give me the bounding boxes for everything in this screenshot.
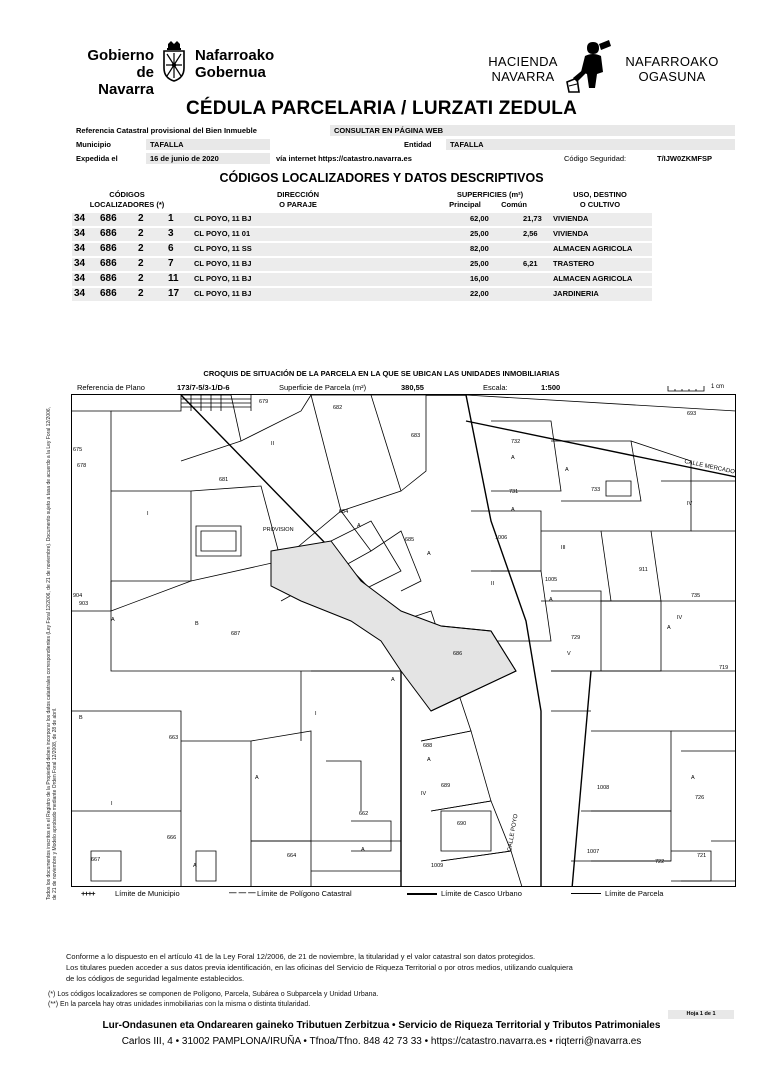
col-header-superficies: [440, 190, 540, 200]
sup-principal: 25,00: [470, 259, 489, 268]
direccion: CL POYO, 11 BJ: [194, 274, 252, 283]
mark-i: I: [315, 711, 317, 717]
code-poligono: 34: [74, 228, 86, 239]
parcel-label-693: 693: [687, 411, 697, 417]
mark-iv: IV: [421, 791, 427, 797]
ref-label: Referencia Catastral provisional del Bien Inmueble: [76, 126, 257, 135]
mark-a: A: [667, 625, 671, 631]
uso-destino: JARDINERIA: [553, 289, 599, 298]
expedida-label: Expedida el: [76, 154, 118, 163]
legend-parcela-line-icon: [571, 893, 601, 895]
code-unidad: 6: [168, 243, 174, 254]
uso-destino: VIVIENDA: [553, 229, 589, 238]
page-counter: Hoja 1 de 1: [668, 1010, 734, 1019]
mark-v: V: [567, 651, 571, 657]
mark-a: A: [511, 455, 515, 461]
parcel-label-666: 666: [167, 835, 177, 841]
parcel-label-903: 903: [79, 601, 89, 607]
parcel-label-664: 664: [287, 853, 297, 859]
h-cultivo: O CULTIVO: [579, 200, 621, 209]
code-subarea: 2: [138, 243, 144, 254]
h-principal: Principal: [449, 200, 481, 209]
note-line-3: de los códigos de seguridad legalmente establecidos.: [66, 974, 245, 983]
municipio-value: TAFALLA: [150, 140, 184, 149]
col-header-uso: [553, 190, 647, 210]
entidad-bar: [446, 139, 735, 150]
code-parcela: 686: [100, 273, 117, 284]
footer-service-name: Lur-Ondasunen eta Ondarearen gaineko Tributuen Zerbitzua • Servicio de Riqueza Territorial y Tributos Patrimoniales: [102, 1020, 661, 1031]
code-poligono: 34: [74, 273, 86, 284]
code-poligono: 34: [74, 243, 86, 254]
entidad-value: TAFALLA: [450, 140, 484, 149]
sup-principal: 16,00: [470, 274, 489, 283]
code-poligono: 34: [74, 258, 86, 269]
side-legal-note: Todos los documentos inscritos en el Registro de la Propiedad deben incorporar los datos catastrales correspondientes (Ley Foral 12/2006, de 21 de noviembre). Documento sujeto a tasa de acuerdo a la Ley Foral 12/2006, de 21 de noviembre y Modelo aprobado mediante Orden Foral 12/2008, de 28 de abril.: [46, 406, 58, 900]
ref-value: CONSULTAR EN PÁGINA WEB: [334, 126, 444, 135]
map-legend: [71, 886, 736, 900]
uso-destino: VIVIENDA: [553, 214, 589, 223]
table-row: [72, 228, 652, 241]
sup-comun: 6,21: [523, 259, 538, 268]
parcel-label-719: 719: [719, 665, 729, 671]
hacienda-logo-left-text: [480, 54, 566, 84]
mark-a: A: [565, 467, 569, 473]
parcel-label-683: 683: [411, 433, 421, 439]
col-header-codigos: [82, 190, 172, 210]
direccion: CL POYO, 11 BJ: [194, 289, 252, 298]
legend-municipio: Límite de Municipio: [115, 889, 180, 898]
code-unidad: 17: [168, 288, 180, 299]
code-parcela: 686: [100, 228, 117, 239]
code-parcela: 686: [100, 288, 117, 299]
direccion: CL POYO, 11 01: [194, 229, 251, 238]
hacienda-line1: HACIENDA: [488, 54, 558, 69]
parcel-label-688: 688: [423, 743, 433, 749]
mark-i: I: [147, 511, 149, 517]
legend-poligono-symbol: — — —: [229, 888, 256, 897]
mark-b: B: [79, 715, 83, 721]
codigo-seguridad-label: Código Seguridad:: [564, 154, 627, 163]
hacienda-figure-icon: [563, 38, 619, 94]
code-parcela: 686: [100, 243, 117, 254]
parcel-label-690: 690: [457, 821, 467, 827]
parcel-label-682: 682: [333, 405, 343, 411]
table-row: [72, 288, 652, 301]
municipio-label: Municipio: [76, 140, 111, 149]
street-label-poyo: CALLE POYO: [507, 813, 520, 853]
parcel-label-679: 679: [259, 399, 269, 405]
parcel-label-904: 904: [73, 593, 83, 599]
h-uso: USO, DESTINO: [573, 190, 627, 199]
gobernua-line2: Gobernua: [195, 64, 266, 81]
street-label-mercado: CALLE MERCADO: [683, 459, 736, 476]
mark-a: A: [549, 597, 553, 603]
ogasuna-line1: NAFARROAKO: [625, 54, 719, 69]
mark-iv: IV: [677, 615, 683, 621]
mark-a: A: [691, 775, 695, 781]
parcel-label-675: 675: [73, 447, 83, 453]
uso-destino: TRASTERO: [553, 259, 595, 268]
parcel-label-732: 732: [511, 439, 521, 445]
direccion: CL POYO, 11 BJ: [194, 259, 252, 268]
parcel-label-689: 689: [441, 783, 451, 789]
code-unidad: 3: [168, 228, 174, 239]
ref-plano-label: Referencia de Plano: [77, 383, 145, 392]
table-row: [72, 258, 652, 271]
parcel-label-686: 686: [453, 651, 463, 657]
via-internet-label: vía internet https://catastro.navarra.es: [276, 154, 412, 163]
footer-contact: Carlos III, 4 • 31002 PAMPLONA/IRUÑA • Tfnoa/Tfno. 848 42 73 33 • https://catastro.navarra.es • riqterri@navarra.es: [121, 1036, 642, 1047]
mark-iii: III: [561, 545, 566, 551]
gobernua-line1: Nafarroako: [195, 47, 275, 64]
mark-a: A: [427, 757, 431, 763]
table-row: [72, 213, 652, 226]
code-unidad: 11: [168, 273, 179, 284]
legend-municipio-symbol: ++++: [81, 889, 95, 898]
code-unidad: 7: [168, 258, 174, 269]
h-localizadores: LOCALIZADORES (*): [89, 200, 165, 209]
code-poligono: 34: [74, 213, 86, 224]
legend-poligono: Límite de Polígono Catastral: [257, 889, 352, 898]
hacienda-logo-right-text: [620, 54, 724, 84]
parcel-label-678: 678: [77, 463, 87, 469]
code-parcela: 686: [100, 213, 117, 224]
gobierno-line2: de Navarra: [98, 64, 154, 98]
parcel-label-1006: 1006: [495, 535, 508, 541]
gobierno-logo-left-text: [78, 47, 154, 98]
parcel-label-733: 733: [591, 487, 601, 493]
direccion: CL POYO, 11 SS: [194, 244, 252, 253]
asterisk-note-1: (*) Los códigos localizadores se componen de Polígono, Parcela, Subárea o Subparcela y Unidad Urbana.: [48, 991, 379, 998]
parcel-label-722: 722: [655, 859, 665, 865]
mark-a: A: [255, 775, 259, 781]
legal-notes: [66, 951, 706, 984]
parcel-label-731: 731: [509, 489, 519, 495]
parcel-label-681: 681: [219, 477, 229, 483]
asterisk-note-2: (**) En la parcela hay otras unidades inmobiliarias con la misma o distinta titularidad.: [48, 1001, 311, 1008]
parcel-label-685: 685: [405, 537, 415, 543]
uso-destino: ALMACEN AGRICOLA: [553, 274, 633, 283]
legend-casco-line-icon: [407, 893, 437, 896]
mark-ii: II: [271, 441, 275, 447]
navarra-crest-icon: [161, 40, 187, 82]
uso-destino: ALMACEN AGRICOLA: [553, 244, 633, 253]
mark-a: A: [511, 507, 515, 513]
code-unidad: 1: [168, 213, 174, 224]
parcel-label-1007: 1007: [587, 849, 600, 855]
h-superficies: SUPERFICIES (m²): [456, 190, 524, 199]
ref-plano-value: 173/7-5/3-1/D-6: [177, 383, 230, 392]
parcel-label-721: 721: [697, 853, 707, 859]
note-line-2: Los titulares pueden acceder a sus datos previa identificación, en las oficinas del Servicio de Riqueza Territorial o por otros medios, utilizando cualquiera: [66, 963, 573, 972]
parcel-label-662: 662: [359, 811, 369, 817]
sup-comun: 21,73: [523, 214, 542, 223]
sup-parcela-label: Superficie de Parcela (m²): [279, 383, 367, 392]
asterisk-notes: [48, 990, 688, 1010]
table-row: [72, 273, 652, 286]
h-direccion: DIRECCIÓN: [276, 190, 320, 199]
expedida-value: 16 de junio de 2020: [150, 154, 219, 163]
parcel-label-729: 729: [571, 635, 581, 641]
scale-bar-icon: [667, 385, 705, 392]
code-subarea: 2: [138, 273, 144, 284]
sup-parcela-value: 380,55: [401, 383, 424, 392]
codigo-seguridad-value: T/IJW0ZKMFSP: [657, 154, 713, 163]
mark-a: A: [111, 617, 115, 623]
code-parcela: 686: [100, 258, 117, 269]
gobierno-logo-right-text: [195, 47, 285, 81]
mark-iv: IV: [687, 501, 693, 507]
code-subarea: 2: [138, 288, 144, 299]
direccion: CL POYO, 11 BJ: [194, 214, 252, 223]
note-line-1: Conforme a lo dispuesto en el artículo 41 de la Ley Foral 12/2006, de 21 de noviembre, la titularidad y el valor catastral son datos protegidos.: [66, 952, 536, 961]
legend-parcela: Límite de Parcela: [605, 889, 664, 898]
parcel-label-726: 726: [695, 795, 705, 801]
scale-bar-label: 1 cm: [711, 384, 725, 390]
mark-a: A: [427, 551, 431, 557]
parcel-label-684: 684: [339, 509, 349, 515]
gobierno-line1: Gobierno: [87, 47, 154, 64]
h-comun: Común: [501, 200, 527, 209]
mark-b: B: [195, 621, 199, 627]
document-title: CÉDULA PARCELARIA / LURZATI ZEDULA: [186, 98, 577, 119]
mark-a: A: [391, 677, 395, 683]
parcel-label-911: 911: [639, 567, 648, 573]
provision-label: PROVISION: [263, 527, 294, 533]
entidad-label: Entidad: [404, 140, 432, 149]
mark-i: I: [111, 801, 113, 807]
sup-principal: 62,00: [470, 214, 489, 223]
h-codigos: CÓDIGOS: [109, 190, 145, 199]
parcel-label-667: 667: [91, 857, 101, 863]
map-header-band: [71, 381, 736, 395]
h-paraje: O PARAJE: [279, 200, 317, 209]
code-poligono: 34: [74, 288, 86, 299]
parcel-label-1005: 1005: [545, 577, 558, 583]
parcel-label-687: 687: [231, 631, 241, 637]
code-subarea: 2: [138, 213, 144, 224]
parcel-label-663: 663: [169, 735, 179, 741]
mark-ii: II: [491, 581, 495, 587]
sup-principal: 22,00: [470, 289, 489, 298]
table-subtitle: CÓDIGOS LOCALIZADORES Y DATOS DESCRIPTIVOS: [219, 171, 544, 185]
legend-casco: Límite de Casco Urbano: [441, 889, 522, 898]
escala-value: 1:500: [541, 383, 561, 392]
mark-a: A: [193, 863, 197, 869]
sup-principal: 82,00: [470, 244, 489, 253]
parcel-label-1009: 1009: [431, 863, 444, 869]
table-row: [72, 243, 652, 256]
map-title: CROQUIS DE SITUACIÓN DE LA PARCELA EN LA QUE SE UBICAN LAS UNIDADES INMOBILIARIAS: [203, 369, 560, 378]
ogasuna-line2: OGASUNA: [638, 69, 706, 84]
col-header-direccion: [258, 190, 338, 210]
parcel-label-1008: 1008: [597, 785, 610, 791]
mark-a: A: [357, 523, 361, 529]
hacienda-line2: NAVARRA: [491, 69, 555, 84]
escala-label: Escala:: [483, 383, 508, 392]
cadastral-map: [71, 381, 736, 900]
parcel-label-735: 735: [691, 593, 701, 599]
mark-a: A: [361, 847, 365, 853]
sup-comun: 2,56: [523, 229, 538, 238]
sup-principal: 25,00: [470, 229, 489, 238]
code-subarea: 2: [138, 228, 144, 239]
code-subarea: 2: [138, 258, 144, 269]
